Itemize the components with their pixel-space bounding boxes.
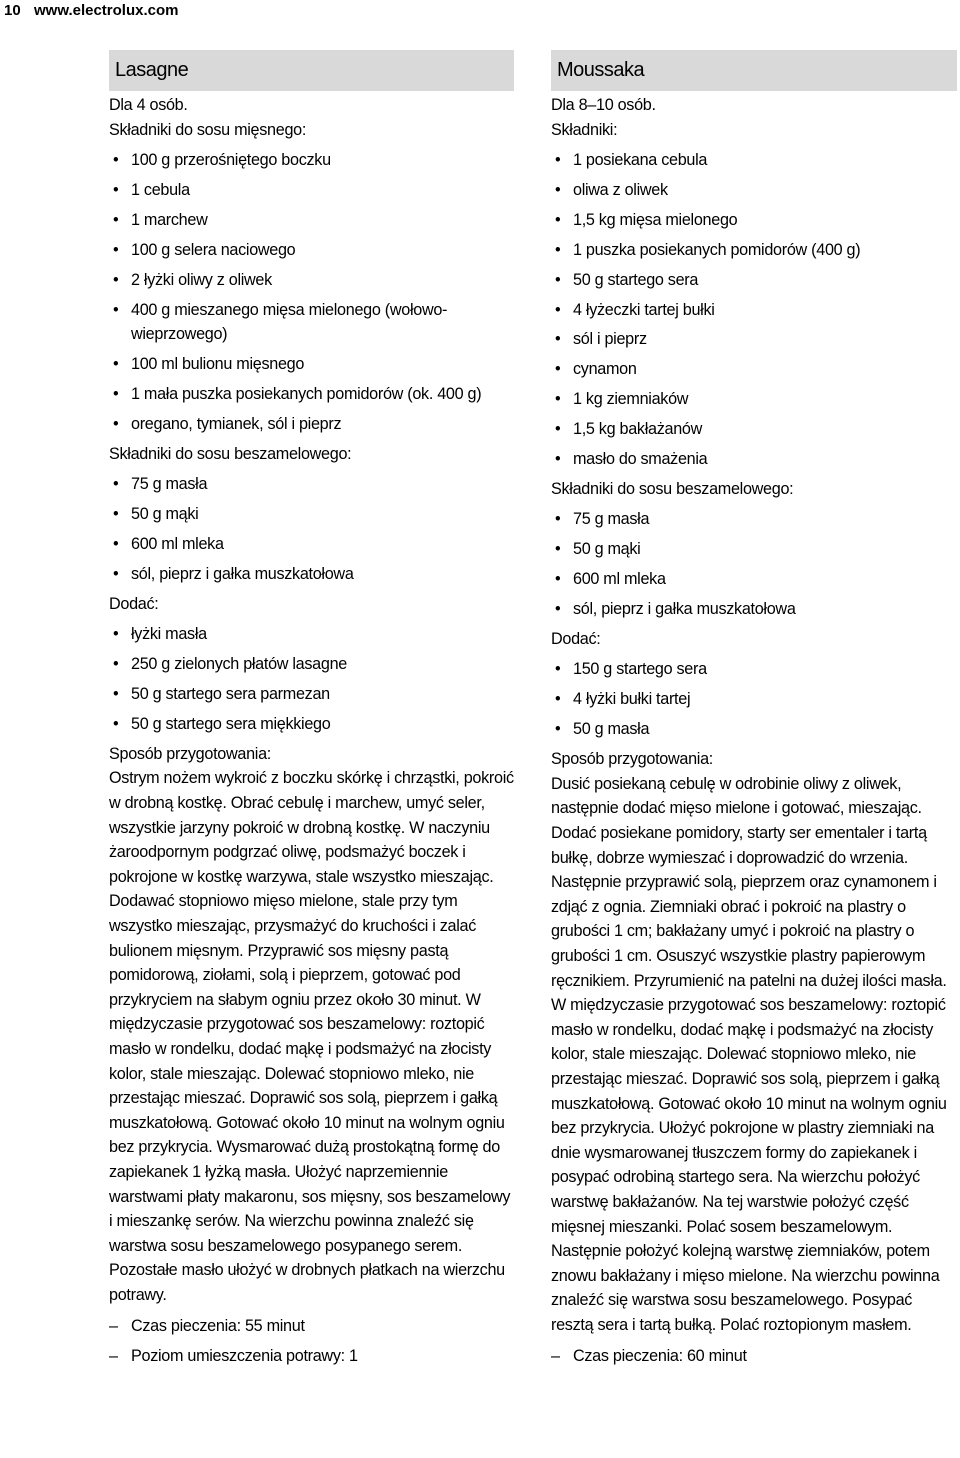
list-item: • 50 g mąki xyxy=(109,502,514,527)
site-url[interactable]: www.electrolux.com xyxy=(34,2,179,19)
list-item: • sól, pieprz i gałka muszkatołowa xyxy=(551,597,957,622)
ingredients-list xyxy=(551,148,957,472)
moussaka-recipe xyxy=(551,50,957,1374)
list-item: • sól, pieprz i gałka muszkatołowa xyxy=(109,562,514,587)
list-item: • 50 g masła xyxy=(551,717,957,742)
meat-sauce-list xyxy=(109,148,514,437)
recipe-title: Lasagne xyxy=(109,50,514,91)
list-item: • 100 ml bulionu mięsnego xyxy=(109,352,514,377)
method-text: Ostrym nożem wykroić z boczku skórkę i chrząstki, pokroić w drobną kostkę. Obrać cebulę i marchew, umyć seler, wszystkie jarzyny pokroić w drobną kostkę. W naczyniu żaroodpornym podgrzać oliwę, podsmażyć boczek i pokrojone w kostkę warzywa, stale wszystko mieszając. Dodawać stopniowo mięso mielone, stale przy tym wszystko mieszając, przysmażyć do kruchości i zalać bulionem mięsnym. Przyprawić sos mięsny pastą pomidorową, ziołami, solą i pieprzem, gotować pod przykryciem na słabym ogniu przez około 30 minut. W międzyczasie przygotować sos beszamelowy: roztopić masło w rondelku, dodać mąkę i podsmażyć na złocisty kolor, stale mieszając. Dolewać stopniowo mleko, nie przestając mieszać. Doprawić sos solą, pieprzem i gałką muszkatołową. Gotować około 10 minut na wolnym ogniu bez przykrycia. Wysmarować dużą prostokątną formę do zapiekanek 1 łyżką masła. Ułożyć naprzemiennie warstwami płaty makaronu, sos mięsny, sos beszamelowy i mieszankę serów. Na wierzchu powinna znaleźć się warstwa sosu beszamelowego posypanego serem. Pozostałe masło ułożyć w drobnych płatkach na wierzchu potrawy. xyxy=(109,769,514,1304)
list-item: • 75 g masła xyxy=(109,472,514,497)
lasagne-recipe xyxy=(109,50,514,1375)
list-item: • 400 g mieszanego mięsa mielonego (wołowo-wieprzowego) xyxy=(109,298,501,347)
list-item: • 100 g przerośniętego boczku xyxy=(109,148,514,173)
list-item: • 1 puszka posiekanych pomidorów (400 g) xyxy=(551,238,957,263)
add-list xyxy=(109,622,514,737)
add-heading: Dodać: xyxy=(551,630,601,649)
bechamel-heading: Składniki do sosu beszamelowego: xyxy=(551,480,794,499)
add-heading: Dodać: xyxy=(109,594,159,613)
recipe-title: Moussaka xyxy=(551,50,957,91)
notes-list xyxy=(109,1314,514,1369)
note-item: – Poziom umieszczenia potrawy: 1 xyxy=(109,1344,514,1369)
list-item: • 1,5 kg bakłażanów xyxy=(551,417,957,442)
page-number: 10 xyxy=(4,2,21,19)
method-heading: Sposób przygotowania: xyxy=(551,750,713,769)
list-item: • 250 g zielonych płatów lasagne xyxy=(109,652,514,677)
list-item: • masło do smażenia xyxy=(551,447,957,472)
add-list xyxy=(551,657,957,742)
note-item: – Czas pieczenia: 55 minut xyxy=(109,1314,514,1339)
page-header xyxy=(0,0,960,22)
list-item: • 50 g startego sera miękkiego xyxy=(109,712,514,737)
servings: Dla 8–10 osób. xyxy=(551,96,656,114)
list-item: • oliwa z oliwek xyxy=(551,178,957,203)
list-item: • 1,5 kg mięsa mielonego xyxy=(551,208,957,233)
bechamel-list xyxy=(109,472,514,587)
list-item: • oregano, tymianek, sól i pieprz xyxy=(109,412,514,437)
list-item: • 4 łyżki bułki tartej xyxy=(551,687,957,712)
list-item: • 100 g selera naciowego xyxy=(109,238,514,263)
list-item: • 4 łyżeczki tartej bułki xyxy=(551,298,957,323)
list-item: • 1 kg ziemniaków xyxy=(551,387,957,412)
list-item: • cynamon xyxy=(551,357,957,382)
list-item: • 50 g startego sera xyxy=(551,268,957,293)
list-item: • 150 g startego sera xyxy=(551,657,957,682)
list-item: • 50 g mąki xyxy=(551,537,957,562)
list-item: • 600 ml mleka xyxy=(109,532,514,557)
list-item: • 1 posiekana cebula xyxy=(551,148,957,173)
list-item: • 1 cebula xyxy=(109,178,514,203)
list-item: • 1 mała puszka posiekanych pomidorów (ok. 400 g) xyxy=(109,382,501,407)
list-item: • 2 łyżki oliwy z oliwek xyxy=(109,268,514,293)
list-item: • łyżki masła xyxy=(109,622,514,647)
list-item: • 1 marchew xyxy=(109,208,514,233)
meat-sauce-heading: Składniki do sosu mięsnego: xyxy=(109,120,307,139)
list-item: • 600 ml mleka xyxy=(551,567,957,592)
list-item: • sól i pieprz xyxy=(551,327,957,352)
list-item: • 75 g masła xyxy=(551,507,957,532)
bechamel-list xyxy=(551,507,957,622)
notes-list xyxy=(551,1344,957,1369)
bechamel-heading: Składniki do sosu beszamelowego: xyxy=(109,445,352,464)
note-item: – Czas pieczenia: 60 minut xyxy=(551,1344,957,1369)
ingredients-heading: Składniki: xyxy=(551,120,618,139)
method-text: Dusić posiekaną cebulę w odrobinie oliwy z oliwek, następnie dodać mięso mielone i gotować, mieszając. Dodać posiekane pomidory, starty ser ementaler i tartą bułkę, dobrze wymieszać i doprowadzić do wrzenia. Następnie przyprawić solą, pieprzem oraz cynamonem i zdjąć z ognia. Ziemniaki obrać i pokroić na plastry o grubości 1 cm; bakłażany umyć i pokroić na plastry o grubości 1 cm. Osuszyć wszystkie plastry papierowym ręcznikiem. Przyrumienić na patelni na dużej ilości masła. W międzyczasie przygotować sos beszamelowy: roztopić masło w rondelku, dodać mąkę i podsmażyć na złocisty kolor, stale mieszając. Dolewać stopniowo mleko, nie przestając mieszać. Doprawić sos solą, pieprzem i gałką muszkatołową. Gotować około 10 minut na wolnym ogniu bez przykrycia. Ułożyć pokrojone w plastry ziemniaki na dnie wysmarowanej tłuszczem formy do zapiekanek i posypać odrobiną startego sera. Na wierzchu położyć warstwę bakłażanów. Na tej warstwie położyć część mięsnej mieszanki. Polać sosem beszamelowym. Następnie położyć kolejną warstwę ziemniaków, potem znowu bakłażany i mięso mielone. Na wierzchu powinna znaleźć się warstwa sosu beszamelowego. Posypać resztą sera i tartą bułką. Polać roztopionym masłem. xyxy=(551,774,947,1334)
list-item: • 50 g startego sera parmezan xyxy=(109,682,514,707)
servings: Dla 4 osób. xyxy=(109,96,188,114)
method-heading: Sposób przygotowania: xyxy=(109,744,271,763)
